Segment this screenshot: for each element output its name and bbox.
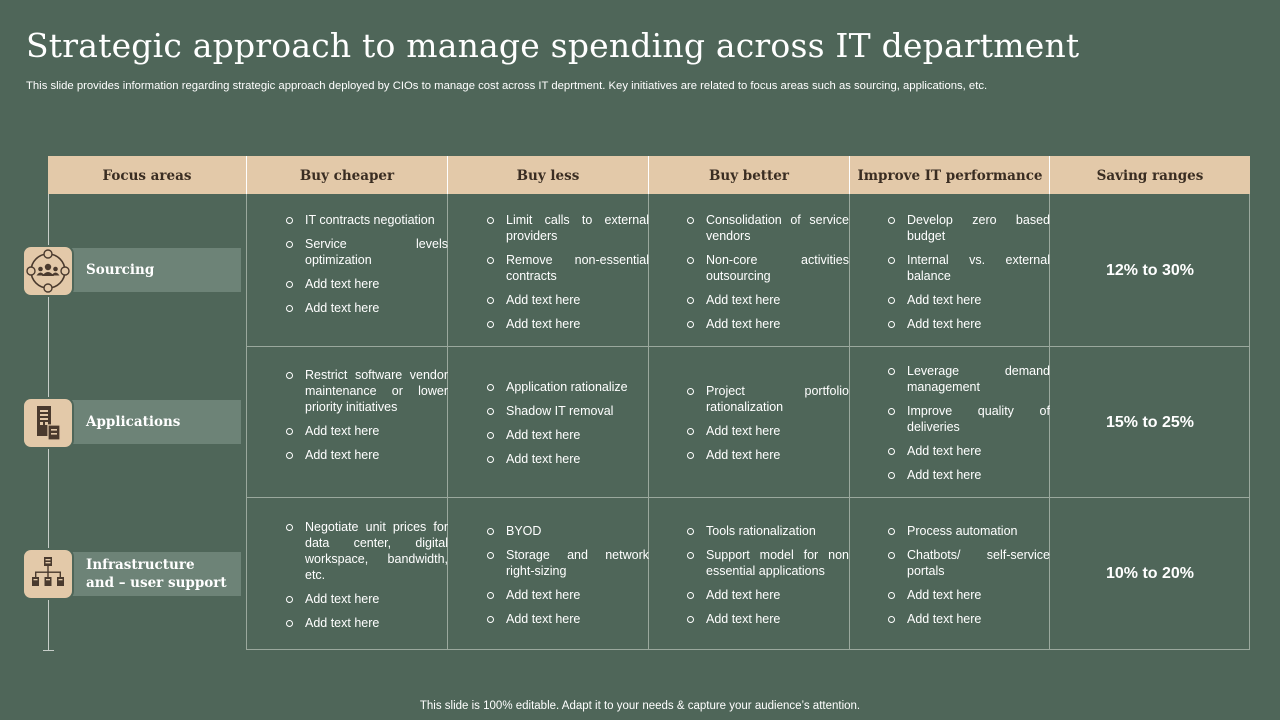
list-item: Add text here <box>484 451 649 467</box>
list-item: Chatbots/ self-service portals <box>885 547 1050 579</box>
list-item: Add text here <box>885 611 1050 627</box>
header-buy-better: Buy better <box>709 168 789 184</box>
header-divider <box>246 156 247 194</box>
focus-label-line: and – user support <box>86 575 227 591</box>
list-item: Add text here <box>885 443 1050 459</box>
cell-applications-buy-less <box>484 379 649 475</box>
list-item: Add text here <box>283 300 448 316</box>
focus-label-applications: Applications <box>86 414 181 430</box>
cell-sourcing-buy-less <box>484 212 649 340</box>
list-item: Add text here <box>484 427 649 443</box>
cell-infrastructure-improve-it <box>885 523 1050 635</box>
saving-range-sourcing: 12% to 30% <box>1105 262 1195 279</box>
list-item: Add text here <box>484 611 649 627</box>
cell-applications-buy-better <box>684 383 849 471</box>
page-subtitle: This slide provides information regarding strategic approach deployed by CIOs to manage cost across IT deprtment. Key initiatives are related to focus areas such as sourcing, applications, etc. <box>26 80 988 92</box>
list-item: Tools rationalization <box>684 523 849 539</box>
focus-label-sourcing: Sourcing <box>86 262 155 278</box>
grid-line <box>246 649 1250 650</box>
people-network-icon <box>24 247 72 295</box>
list-item: Limit calls to external providers <box>484 212 649 244</box>
cell-applications-buy-cheaper <box>283 367 448 471</box>
list-item: Process automation <box>885 523 1050 539</box>
cell-sourcing-buy-better <box>684 212 849 340</box>
footer-note: This slide is 100% editable. Adapt it to your needs & capture your audience’s attention. <box>419 700 861 712</box>
list-item: Add text here <box>684 587 849 603</box>
cell-infrastructure-buy-less <box>484 523 649 635</box>
application-server-icon <box>24 399 72 447</box>
header-buy-cheaper: Buy cheaper <box>299 168 395 184</box>
list-item: Add text here <box>885 316 1050 332</box>
grid-line <box>246 194 247 650</box>
focus-label-line: Infrastructure <box>86 557 195 573</box>
grid-line <box>246 497 1250 498</box>
cell-sourcing-buy-cheaper <box>283 212 448 324</box>
header-divider <box>447 156 448 194</box>
list-item: Service levels optimization <box>283 236 448 268</box>
list-item: Add text here <box>484 587 649 603</box>
list-item: Leverage demand management <box>885 363 1050 395</box>
list-item: Storage and network right-sizing <box>484 547 649 579</box>
header-divider <box>648 156 649 194</box>
list-item: Add text here <box>283 615 448 631</box>
list-item: Project portfolio rationalization <box>684 383 849 415</box>
header-focus-areas: Focus areas <box>102 168 192 184</box>
header-divider <box>849 156 850 194</box>
list-item: Add text here <box>684 423 849 439</box>
list-item: Add text here <box>885 587 1050 603</box>
list-item: Application rationalize <box>484 379 649 395</box>
header-saving-ranges: Saving ranges <box>1096 168 1204 184</box>
saving-range-infrastructure: 10% to 20% <box>1105 565 1195 582</box>
list-item: Add text here <box>684 316 849 332</box>
list-item: Consolidation of service vendors <box>684 212 849 244</box>
page-title: Strategic approach to manage spending across IT department <box>26 26 1080 65</box>
grid-line <box>246 346 1250 347</box>
list-item: Internal vs. external balance <box>885 252 1050 284</box>
list-item: Non-core activities outsourcing <box>684 252 849 284</box>
list-item: Negotiate unit prices for data center, digital workspace, bandwidth, etc. <box>283 519 448 583</box>
list-item: Add text here <box>283 447 448 463</box>
list-item: Add text here <box>684 611 849 627</box>
list-item: Add text here <box>484 316 649 332</box>
focus-label-infrastructure <box>86 556 227 592</box>
list-item: Add text here <box>283 276 448 292</box>
list-item: Restrict software vendor maintenance or lower priority initiatives <box>283 367 448 415</box>
list-item: Add text here <box>684 292 849 308</box>
grid-line <box>849 194 850 650</box>
saving-range-applications: 15% to 25% <box>1105 414 1195 431</box>
cell-infrastructure-buy-cheaper <box>283 519 448 639</box>
list-item: Add text here <box>283 591 448 607</box>
network-hierarchy-icon <box>24 550 72 598</box>
list-item: Improve quality of deliveries <box>885 403 1050 435</box>
header-buy-less: Buy less <box>516 168 580 184</box>
list-item: Add text here <box>283 423 448 439</box>
list-item: BYOD <box>484 523 649 539</box>
cell-sourcing-improve-it <box>885 212 1050 340</box>
list-item: Add text here <box>684 447 849 463</box>
list-item: Remove non-essential contracts <box>484 252 649 284</box>
cell-applications-improve-it <box>885 363 1050 491</box>
header-improve-it-performance: Improve IT performance <box>857 168 1043 184</box>
header-divider <box>1049 156 1050 194</box>
list-item: Add text here <box>484 292 649 308</box>
list-item: Add text here <box>885 292 1050 308</box>
list-item: Develop zero based budget <box>885 212 1050 244</box>
list-item: Add text here <box>885 467 1050 483</box>
list-item: Shadow IT removal <box>484 403 649 419</box>
list-item: Support model for non essential applications <box>684 547 849 579</box>
list-item: IT contracts negotiation <box>283 212 448 228</box>
cell-infrastructure-buy-better <box>684 523 849 635</box>
focus-timeline-cap <box>43 650 54 651</box>
